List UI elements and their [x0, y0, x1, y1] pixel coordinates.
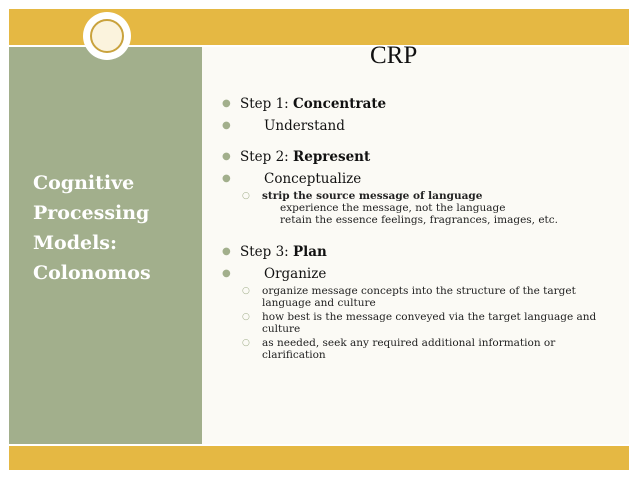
step2-sub-main: strip the source message of language	[262, 190, 483, 202]
bullet-list	[222, 93, 617, 363]
step3-sub-text: organize message concepts into the structure of the target language and culture	[262, 285, 576, 309]
sidebar-title-line: Processing	[33, 202, 150, 224]
sidebar-title-line: Cognitive	[33, 172, 135, 194]
emblem-ring-icon	[90, 19, 124, 53]
bullet-step2	[222, 146, 617, 168]
bullet-icon: ●	[222, 120, 231, 131]
bullet-step1	[222, 93, 617, 115]
sub-bullet-icon: ○	[242, 191, 250, 201]
bottom-divider	[9, 444, 629, 446]
sub-bullet-icon: ○	[242, 286, 250, 296]
bullet-step3	[222, 241, 617, 263]
step1-name: Concentrate	[293, 96, 387, 112]
step3-sub-text: how best is the message conveyed via the target language and culture	[262, 311, 597, 335]
step3-prefix: Step 3:	[240, 244, 294, 260]
bullet-icon: ●	[222, 151, 231, 162]
sidebar-title	[33, 168, 201, 288]
step2-action: Conceptualize	[264, 171, 362, 187]
step3-sub-text: as needed, seek any required additional information or clarification	[262, 337, 556, 361]
step3-name: Plan	[293, 244, 327, 260]
sub-bullet-step3	[222, 311, 617, 335]
sidebar-title-line: Models:	[33, 232, 118, 254]
bullet-step3-action	[222, 263, 617, 285]
sub-bullet-step2	[222, 190, 617, 226]
sidebar-title-line: Colonomos	[33, 262, 151, 284]
step1-action: Understand	[264, 118, 345, 134]
step2-name: Represent	[293, 149, 371, 165]
step3-action: Organize	[264, 266, 327, 282]
sub-bullet-step3	[222, 337, 617, 361]
sub-bullet-step3	[222, 285, 617, 309]
bullet-icon: ●	[222, 268, 231, 279]
sub-bullet-icon: ○	[242, 312, 250, 322]
step2-sub-line2: experience the message, not the language	[280, 202, 506, 214]
bullet-step1-action	[222, 115, 617, 137]
bullet-icon: ●	[222, 173, 231, 184]
sub-bullet-icon: ○	[242, 338, 250, 348]
bullet-icon: ●	[222, 246, 231, 257]
slide-title: CRP	[370, 42, 418, 69]
bullet-icon: ●	[222, 98, 231, 109]
step2-sub-line3: retain the essence feelings, fragrances, images, etc.	[280, 214, 558, 226]
step1-prefix: Step 1:	[240, 96, 294, 112]
step2-prefix: Step 2:	[240, 149, 294, 165]
bullet-step2-action	[222, 168, 617, 190]
